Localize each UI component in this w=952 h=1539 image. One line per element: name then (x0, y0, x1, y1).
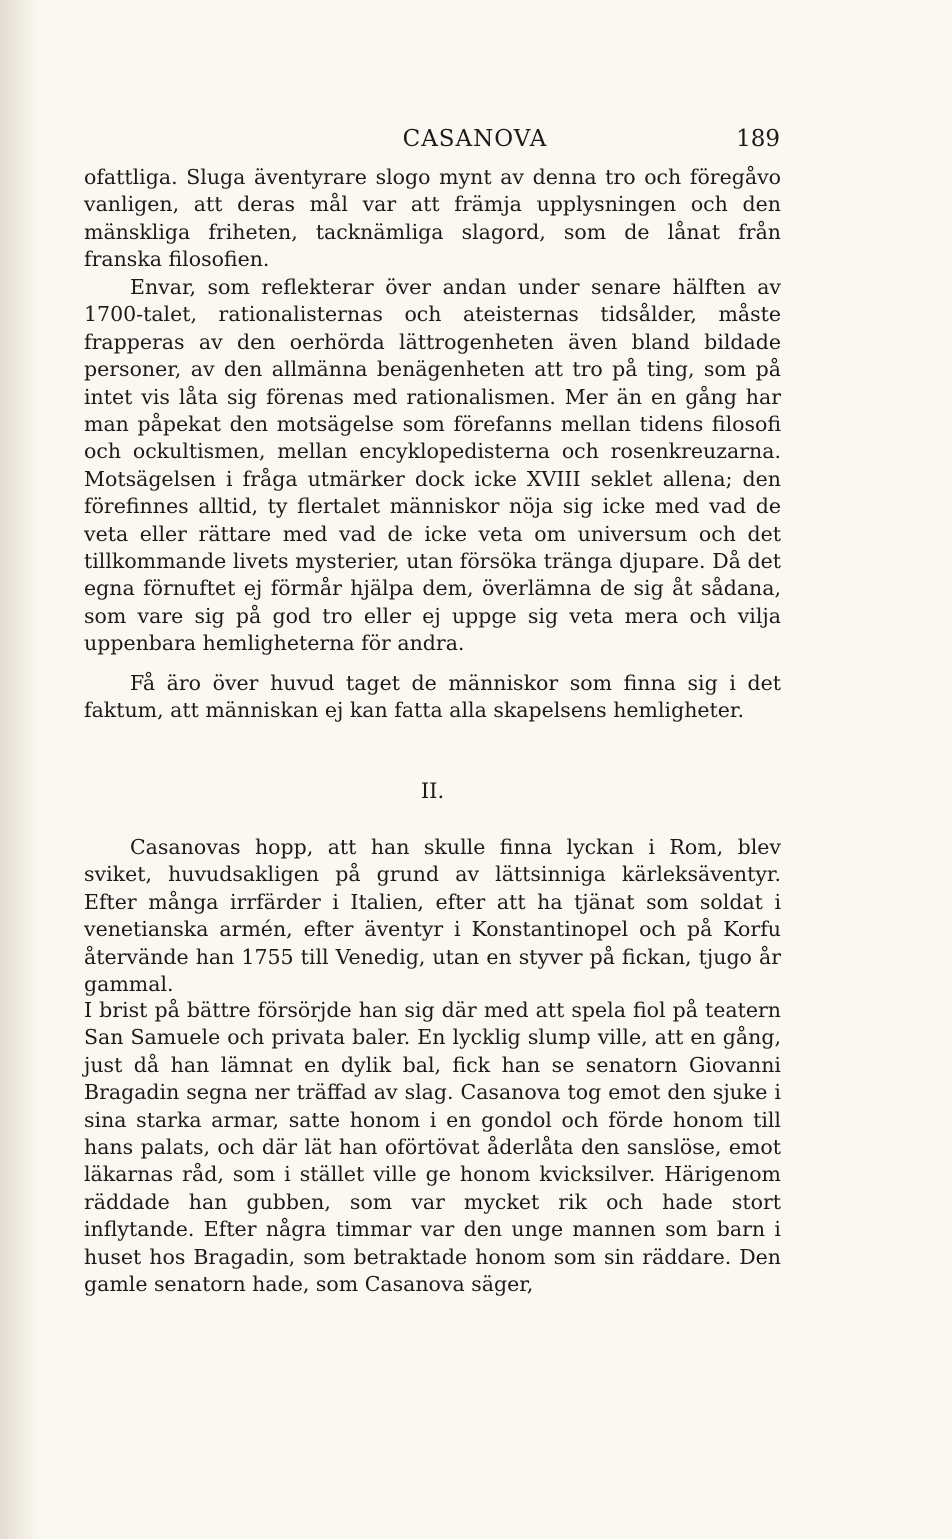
page-edge-shadow (0, 0, 40, 1539)
page-number: 189 (736, 126, 780, 152)
paragraph: Casanovas hopp, att han skulle finna lyckan i Rom, blev sviket, huvudsakligen på grund av lättsinniga kärleksäventyr. Efter många irrfärder i Italien, efter att ha tjänat som soldat i venetianska armén, efter äventyr i Konstantinopel och på Korfu återvände han 1755 till Venedig, utan en styver på fickan, tjugo år gammal. (84, 835, 781, 997)
running-header-title: CASANOVA (402, 126, 548, 152)
paragraph: Få äro över huvud taget de människor som finna sig i det faktum, att människan ej kan fatta alla skapelsens hemligheter. (84, 671, 781, 723)
paragraph: ofattliga. Sluga äventyrare slogo mynt av denna tro och föregåvo vanligen, att deras mål var att främja upplysningen och den mänskliga friheten, tacknämliga slagord, som de lånat från franska filosofien. (84, 165, 781, 272)
paragraph-5-block (84, 997, 781, 1298)
paragraph-3-block (84, 670, 781, 725)
paragraph: I brist på bättre försörjde han sig där med att spela fiol på teatern San Samuele och privata baler. En lycklig slump ville, att en gång, just då han lämnat en dylik bal, fick han se senatorn Giovanni Bragadin segna ner träffad av slag. Casanova tog emot den sjuke i sina starka armar, satte honom i en gondol och förde honom till hans palats, och där lät han oförtövat åderlåta den sanslöse, emot läkarnas råd, som i stället ville ge honom kvicksilver. Härigenom räddade han gubben, som var mycket rik och hade stort inflytande. Efter några timmar var den unge mannen som barn i huset hos Bragadin, som betraktade honom som sin räddare. Den gamle senatorn hade, som Casanova säger, (84, 998, 781, 1297)
paragraph: Envar, som reflekterar över andan under senare hälften av 1700-talet, rationalisternas och ateisternas tidsålder, måste frapperas av den oerhörda lättrogenheten även bland bildade personer, av den allmänna benägenheten att tro på ting, som på intet vis låta sig förenas med rationalismen. Mer än en gång har man påpekat den motsägelse som förefanns mellan tidens filosofi och ockultismen, mellan encyklopedisterna och rosenkreuzarna. Motsägelsen i fråga utmärker dock icke XVIII seklet allena; den förefinnes alltid, ty flertalet människor nöja sig icke med vad de veta eller rättare med vad de icke veta om universum och det tillkommande livets mysterier, utan försöka tränga djupare. Då det egna förnuftet ej förmår hjälpa dem, överlämna de sig åt sådana, som vare sig på god tro eller ej uppge sig veta mera och vilja uppenbara hemligheterna för andra. (84, 275, 781, 656)
paragraph-4-block (84, 834, 781, 998)
paragraph-1-block (84, 164, 781, 274)
section-heading: II. (420, 779, 445, 803)
paragraph-2-block (84, 274, 781, 658)
